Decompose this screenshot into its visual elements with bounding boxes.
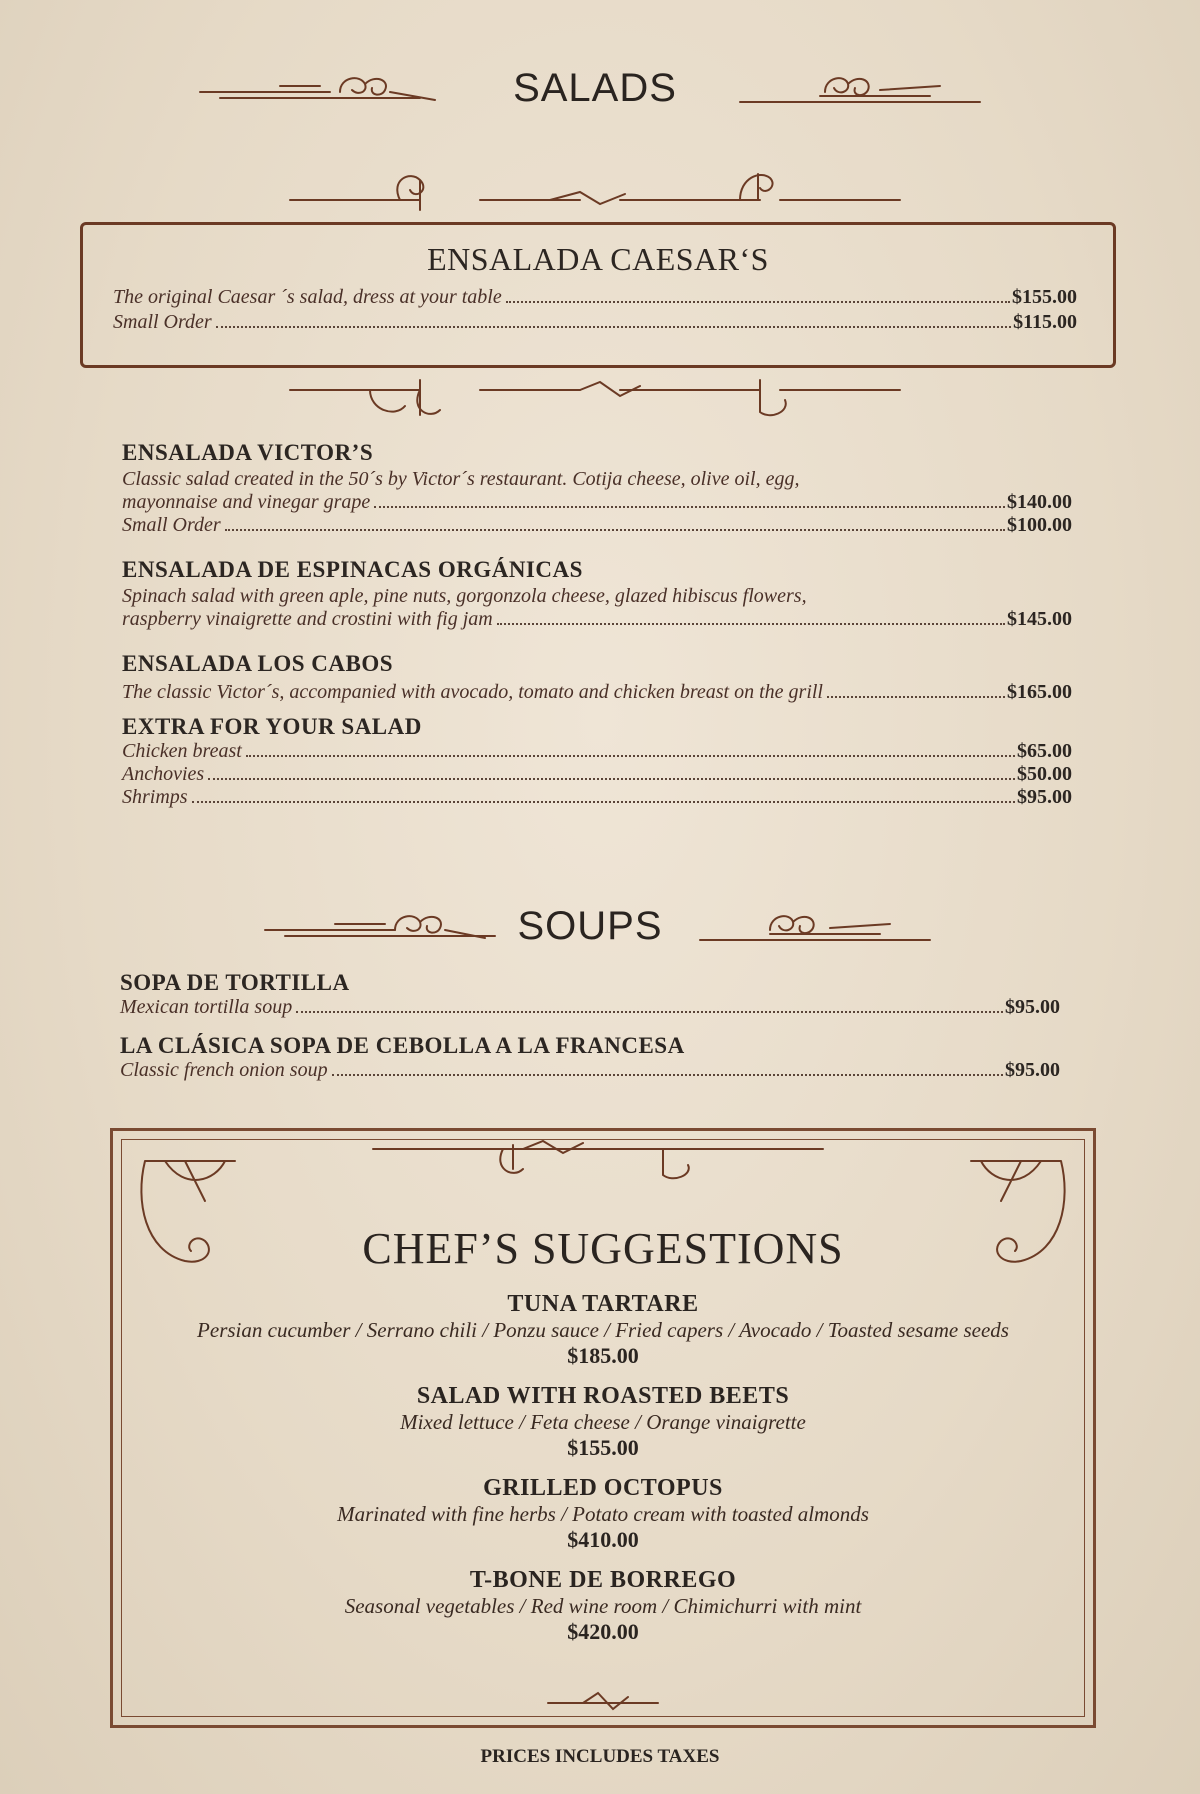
leader-dots	[216, 326, 1011, 328]
footer-note: PRICES INCLUDES TAXES	[480, 1746, 720, 1767]
leader-dots	[246, 755, 1015, 757]
caesar-scroll-box	[80, 222, 1116, 368]
caesar-line-text: Small Order	[113, 311, 212, 333]
espinacas-line-text: raspberry vinaigrette and crostini with fig jam	[122, 608, 493, 630]
extra-line-text: Shrimps	[122, 786, 188, 808]
chef-item-name: GRILLED OCTOPUS	[483, 1475, 723, 1501]
extra-line-price: $95.00	[1017, 786, 1072, 808]
cebolla-name: LA CLÁSICA SOPA DE CEBOLLA A LA FRANCESA	[120, 1033, 685, 1058]
chef-bottom-ornament	[543, 1685, 663, 1715]
chef-items	[133, 1291, 1073, 1645]
chef-item-name: SALAD WITH ROASTED BEETS	[416, 1383, 790, 1409]
chef-item-desc: Persian cucumber / Serrano chili / Ponzu sauce / Fried capers / Avocado / Toasted sesame seeds	[197, 1318, 1009, 1342]
caesar-bottom-ornament	[280, 370, 920, 430]
leader-dots	[506, 301, 1010, 303]
victor-line-price: $140.00	[1007, 491, 1072, 513]
chef-item-price: $185.00	[567, 1343, 639, 1368]
tortilla-line-text: Mexican tortilla soup	[120, 996, 293, 1018]
extra-line-text: Anchovies	[122, 763, 205, 785]
tortilla-name: SOPA DE TORTILLA	[120, 970, 350, 995]
extra-line	[122, 740, 1072, 763]
victor-line	[122, 514, 1072, 537]
chef-item	[133, 1475, 1073, 1553]
extra-line-price: $50.00	[1017, 763, 1072, 785]
leader-dots	[225, 529, 1005, 531]
chef-top-ornament	[363, 1139, 843, 1189]
caesar-line-text: The original Caesar ´s salad, dress at your table	[113, 286, 502, 308]
chef-item-desc: Seasonal vegetables / Red wine room / Chimichurri with mint	[344, 1594, 862, 1618]
tortilla-line	[120, 996, 1060, 1019]
loscabos-line	[122, 681, 1072, 704]
extra-line	[122, 763, 1072, 786]
leader-dots	[192, 801, 1015, 803]
extra-line-text: Chicken breast	[122, 740, 242, 762]
soups-title: SOUPS	[517, 904, 663, 948]
victor-line-text: mayonnaise and vinegar grape	[122, 491, 371, 513]
caesar-line-price: $155.00	[1012, 286, 1077, 308]
chef-item-name: TUNA TARTARE	[507, 1291, 699, 1317]
loscabos-line-price: $165.00	[1007, 681, 1072, 703]
leader-dots	[332, 1074, 1003, 1076]
leader-dots	[296, 1011, 1003, 1013]
caesar-top-ornament	[280, 160, 920, 220]
chef-item-price: $155.00	[567, 1435, 639, 1460]
tortilla-line-price: $95.00	[1005, 996, 1060, 1018]
chef-item	[133, 1383, 1073, 1461]
chef-item	[133, 1567, 1073, 1645]
espinacas-name: ENSALADA DE ESPINACAS ORGÁNICAS	[122, 557, 583, 582]
espinacas-line	[122, 608, 1072, 631]
loscabos-line-text: The classic Victor´s, accompanied with avocado, tomato and chicken breast on the grill	[122, 681, 823, 703]
chef-item-name: T-BONE DE BORREGO	[469, 1567, 737, 1593]
victor-desc-line1: Classic salad created in the 50´s by Victor´s restaurant. Cotija cheese, olive oil, egg,	[122, 468, 800, 490]
cebolla-line-price: $95.00	[1005, 1059, 1060, 1081]
chef-item-price: $410.00	[567, 1527, 639, 1552]
caesar-line	[113, 311, 1077, 334]
extra-line-price: $65.00	[1017, 740, 1072, 762]
extra-name: EXTRA FOR YOUR SALAD	[122, 714, 422, 739]
chef-suggestions-box	[110, 1128, 1096, 1728]
soups-right-ornament	[690, 900, 950, 950]
espinacas-line-price: $145.00	[1007, 608, 1072, 630]
leader-dots	[497, 623, 1005, 625]
salads-title: SALADS	[513, 66, 677, 110]
caesar-line-price: $115.00	[1013, 311, 1077, 333]
chef-item-desc: Marinated with fine herbs / Potato cream with toasted almonds	[337, 1502, 869, 1526]
salad-items	[122, 440, 1072, 809]
espinacas-desc-line1: Spinach salad with green aple, pine nuts, gorgonzola cheese, glazed hibiscus flowers,	[122, 585, 807, 607]
chef-title: CHEF’S SUGGESTIONS	[362, 1224, 844, 1273]
leader-dots	[208, 778, 1015, 780]
victor-line-text: Small Order	[122, 514, 221, 536]
victor-name: ENSALADA VICTOR’S	[122, 440, 374, 465]
leader-dots	[827, 696, 1005, 698]
loscabos-name: ENSALADA LOS CABOS	[122, 651, 394, 676]
chef-item-desc: Mixed lettuce / Feta cheese / Orange vinaigrette	[400, 1410, 806, 1434]
cebolla-line-text: Classic french onion soup	[120, 1059, 328, 1081]
extra-line	[122, 786, 1072, 809]
soup-items	[120, 970, 1060, 1082]
chef-item-price: $420.00	[567, 1619, 639, 1644]
cebolla-line	[120, 1059, 1060, 1082]
caesar-line	[113, 286, 1077, 309]
salads-left-ornament	[190, 62, 450, 112]
victor-line-price: $100.00	[1007, 514, 1072, 536]
chef-item	[133, 1291, 1073, 1369]
caesar-name: ENSALADA CAESAR‘S	[427, 241, 769, 277]
salads-right-ornament	[730, 62, 1000, 112]
soups-left-ornament	[255, 900, 505, 950]
leader-dots	[374, 506, 1005, 508]
victor-line	[122, 491, 1072, 514]
